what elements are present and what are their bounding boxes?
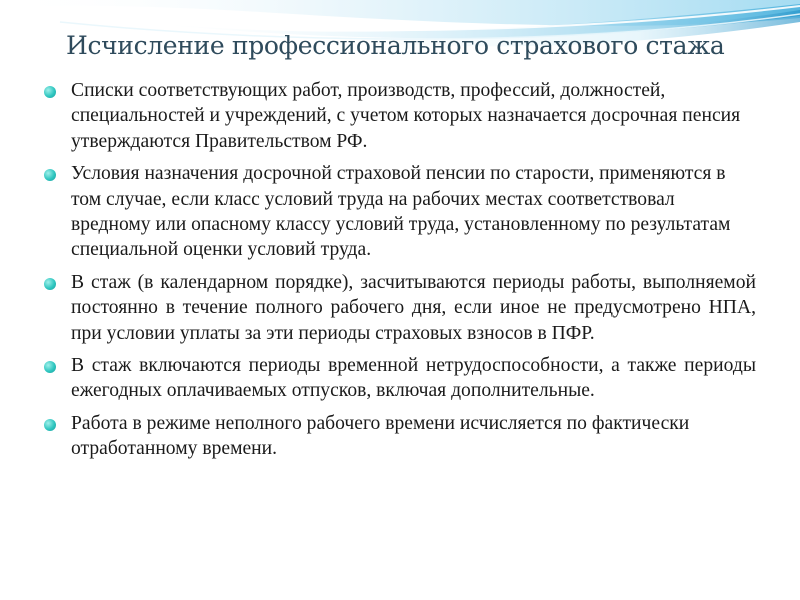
bullet-text: Работа в режиме неполного рабочего времени исчисляется по фактически отработанному времени. (71, 412, 690, 460)
round-teal-bullet-icon (44, 419, 56, 431)
bullet-text: В стаж (в календарном порядке), засчитываются периоды работы, выполняемой постоянно в течение полного рабочего дня, если иное не предусмотрено НПА, при условии уплаты за эти периоды страховых взносов в ПФР. (71, 271, 756, 344)
bullet-item-disability-periods (44, 353, 756, 404)
bullet-text: Условия назначения досрочной страховой пенсии по старости, применяются в том случае, если класс условий труда на рабочих местах соответствовал вредному или опасному классу условий труда, установленному по результатам специальной оценки условий труда. (71, 163, 731, 261)
bullet-item-conditions (44, 161, 756, 263)
round-teal-bullet-icon (44, 86, 56, 98)
bullet-item-part-time (44, 411, 756, 462)
round-teal-bullet-icon (44, 278, 56, 290)
bullet-item-lists (44, 78, 756, 154)
bullet-list (44, 78, 756, 469)
round-teal-bullet-icon (44, 361, 56, 373)
bullet-item-calendar-order (44, 270, 756, 346)
bullet-text: Списки соответствующих работ, производств, профессий, должностей, специальностей и учреждений, с учетом которых назначается досрочная пенсия утверждаются Правительством РФ. (71, 80, 741, 152)
round-teal-bullet-icon (44, 169, 56, 181)
bullet-text: В стаж включаются периоды временной нетрудоспособности, а также периоды ежегодных оплачиваемых отпусков, включая дополнительные. (71, 355, 756, 402)
slide-title: Исчисление профессионального страхового стажа (66, 31, 725, 60)
